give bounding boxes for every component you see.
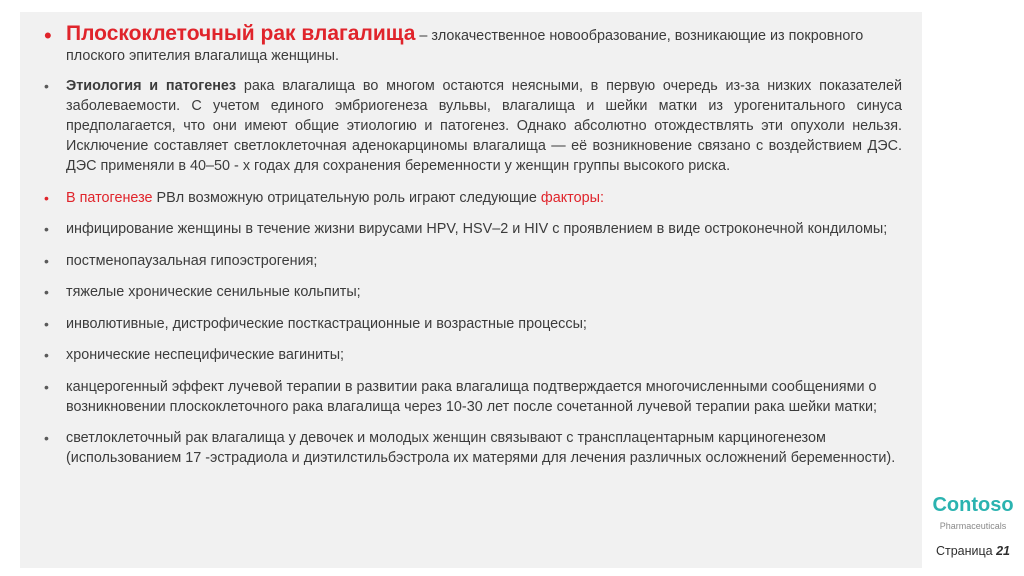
definition-text: – злокачественное новообразование, возникающие из покровного плоского эпителия влагалища женщины. [66,28,864,64]
bullet-marker: • [44,189,49,206]
bullet-marker: • [44,23,52,48]
factor-item [40,282,902,302]
factor-item [40,428,902,468]
factor-item [40,219,902,239]
bullet-marker: • [44,252,49,269]
bullet-marker: • [44,78,49,94]
bullet-marker: • [44,378,49,395]
pathogenesis-text: РВл возможную отрицательную роль играют следующие [152,189,541,206]
bullet-marker: • [44,221,49,237]
factor-item [40,345,902,365]
factor-item [40,314,902,334]
factor-text: инфицирование женщины в течение жизни вирусами HPV, HSV–2 и HIV с проявлением в виде остроконечной кондиломы; [66,221,888,237]
bullet-list [40,24,902,480]
factor-text: инволютивные, дистрофические посткастрационные и возрастные процессы; [66,315,587,332]
company-logo [928,494,1018,532]
etiology-text: рака влагалища во многом остаются неясными, в первую очередь из-за низких показателей заболеваемости. С учетом единого эмбриогенеза вульвы, влагалища и шейки матки из урогенитального синуса предполагается, что они имеют общие этиологию и патогенез. Однако абсолютно отождествлять эти опухоли нельзя. Исключение составляет светлоклеточная аденокарциномы влагалища — её возникновение связано с воздействием ДЭС. ДЭС применяли в 40–50 - х годах для сохранения беременности у женщин группы высокого риска. [66,78,903,174]
factors-label: факторы: [540,189,604,206]
factor-item [40,251,902,271]
bullet-pathogenesis [40,188,902,208]
bullet-marker: • [44,315,49,332]
etiology-term: Этиология и патогенез [66,78,237,94]
bullet-definition [40,24,902,66]
logo-wordmark: Contoso [932,494,1014,516]
factor-text: хронические неспецифические вагиниты; [66,347,345,363]
page-number: 21 [996,544,1011,558]
bullet-etiology [40,76,902,176]
factor-text: светлоклеточный рак влагалища у девочек и молодых женщин связывают с трансплацентарным карциногенезом (использованием 17 -эстрадиола и диэтилстильбэстрола их матерями для лечения различных осложнений беременности). [66,430,896,466]
logo-subtext: Pharmaceuticals [939,521,1007,531]
definition-term: Плоскоклеточный рак влагалища [66,22,416,45]
pathogenesis-term: В патогенезе [66,189,153,206]
bullet-marker: • [44,347,49,363]
factor-text: постменопаузальная гипоэстрогения; [66,252,318,269]
factor-text: тяжелые хронические сенильные кольпиты; [66,284,361,300]
page-indicator [928,544,1018,558]
bullet-marker: • [44,430,49,446]
factor-item [40,377,902,417]
bullet-marker: • [44,284,49,300]
page-label: Страница [935,544,993,558]
content-panel [20,12,922,568]
factor-text: канцерогенный эффект лучевой терапии в развитии рака влагалища подтверждается многочисленными сообщениями о возникновении плоскоклеточного рака влагалища через 10-30 лет после сочетанной лучевой терапии рака шейки матки; [66,378,877,415]
